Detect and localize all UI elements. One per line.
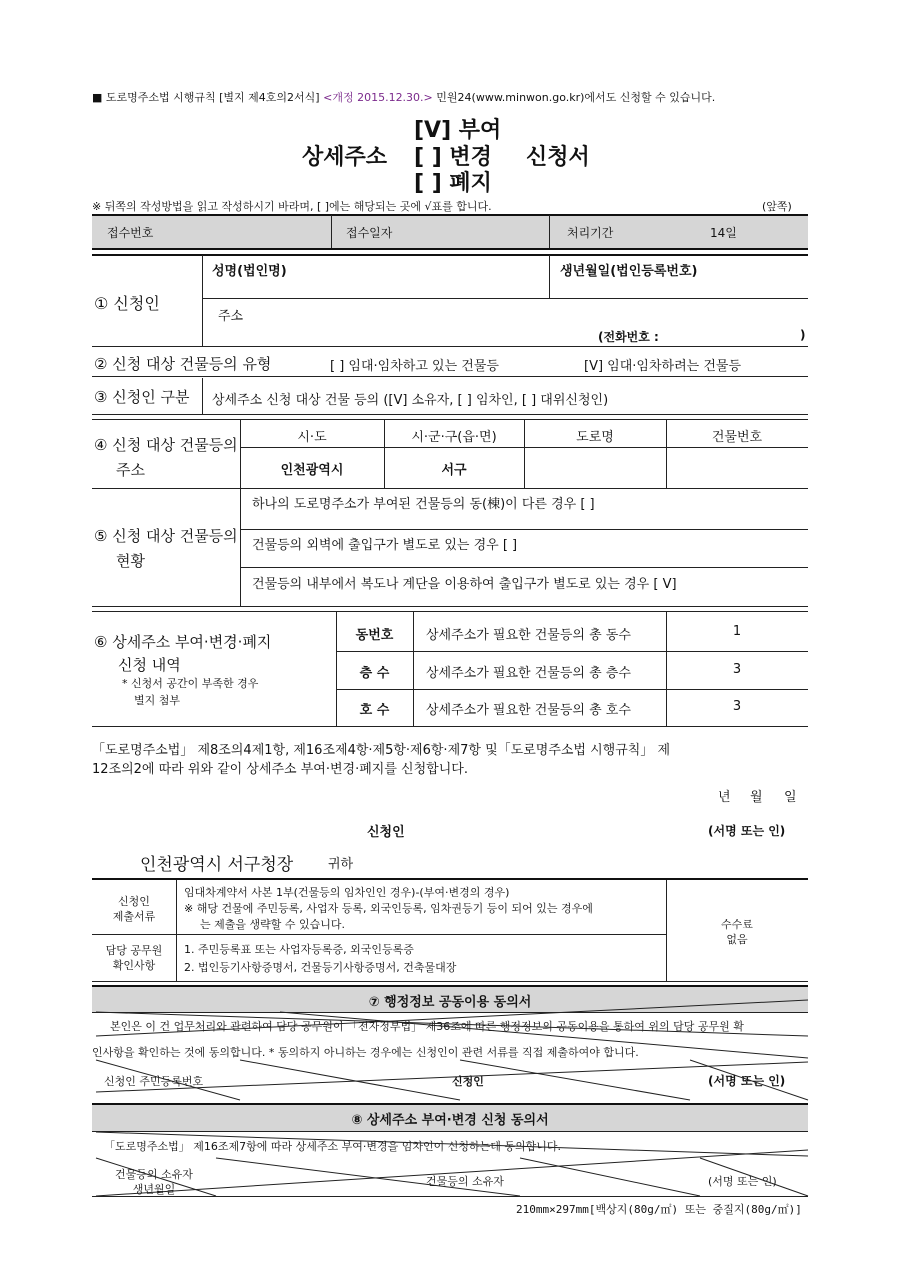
official-check-label-line2: 확인사항	[112, 959, 156, 972]
declaration-signature: (서명 또는 인)	[708, 824, 786, 838]
status-section-label-line2: 현황	[116, 552, 145, 570]
applicant-birth-label: 생년월일(법인등록번호)	[560, 264, 698, 279]
details-row-dong-value: 1	[732, 624, 742, 639]
consent8-owner-birth-label-line1: 건물등의 소유자	[115, 1168, 193, 1181]
strike-line	[240, 1060, 460, 1100]
details-row-floor-desc: 상세주소가 필요한 건물등의 총 층수	[426, 666, 631, 681]
receipt-date-label: 접수일자	[346, 226, 393, 240]
consent7-line1: 본인은 이 건 업무처리와 관련하여 담당 공무원이 「전자정부법」 제36조에 따른 행정정보의 공동이용을 통하여 위의 담당 공무원 확	[110, 1020, 744, 1033]
instruction-text: ※ 뒤쪽의 작성방법을 읽고 작성하시기 바라며, [ ]에는 해당되는 곳에 √표를 합니다.	[92, 200, 492, 213]
address-section-label-line1: ④ 신청 대상 건물등의	[94, 436, 238, 454]
consent7-line2: 인사항을 확인하는 것에 동의합니다. * 동의하지 아니하는 경우에는 신청인이 관련 서류를 직접 제출하여야 합니다.	[92, 1046, 639, 1059]
declaration-applicant-label: 신청인	[367, 825, 405, 840]
address-header-building-number: 건물번호	[711, 430, 763, 445]
fee-value: 없음	[726, 933, 748, 946]
address-section-label-line2: 주소	[116, 461, 145, 479]
address-value-district: 서구	[441, 463, 467, 478]
consent8-owner-birth-label-line2: 생년월일	[132, 1183, 176, 1196]
applicant-phone-label: (전화번호 :	[598, 330, 659, 344]
applicant-address-label: 주소	[218, 309, 244, 324]
applicant-category-section-label: ③ 신청인 구분	[94, 388, 190, 406]
recipient-office: 인천광역시 서구청장	[140, 855, 294, 875]
details-section-label-line1: ⑥ 상세주소 부여·변경·폐지	[94, 633, 272, 651]
applicant-phone-close: )	[800, 328, 806, 342]
date-year-label: 년	[718, 790, 731, 805]
official-check-line2: 2. 법인등기사항증명서, 건물등기사항증명서, 건축물대장	[184, 961, 457, 974]
online-notice: 민원24(www.minwon.go.kr)에서도 신청할 수 있습니다.	[436, 91, 716, 104]
submit-docs-label-line1: 신청인	[118, 895, 150, 908]
consent8-line1: 「도로명주소법」 제16조제7항에 따라 상세주소 부여·변경을 임차인이 신청하는데 동의합니다.	[104, 1140, 561, 1153]
details-row-dong-desc: 상세주소가 필요한 건물등의 총 동수	[426, 628, 631, 643]
details-row-floor-label: 층 수	[359, 666, 390, 681]
title-suffix: 신청서	[526, 145, 590, 170]
applicant-category-options: 상세주소 신청 대상 건물 등의 ([V] 소유자, [ ] 임차인, [ ] 대위신청인)	[212, 393, 609, 408]
receipt-number-label: 접수번호	[107, 226, 154, 240]
consent8-owner-label: 건물등의 소유자	[426, 1175, 504, 1188]
submit-docs-line2: ※ 해당 건물에 주민등록, 사업자 등록, 외국인등록, 임차권등기 등이 되어 있는 경우에	[184, 902, 593, 915]
revision-note: <개정 2015.12.30.>	[323, 91, 433, 104]
details-note-line2: 별지 첨부	[134, 694, 181, 707]
consent7-resident-number-label: 신청인 주민등록번호	[104, 1075, 204, 1088]
recipient-honorific: 귀하	[328, 857, 354, 872]
declaration-line2: 12조의2에 따라 위와 같이 상세주소 부여·변경·폐지를 신청합니다.	[92, 762, 468, 777]
declaration-line1: 「도로명주소법」 제8조의4제1항, 제16조제4항·제5항·제6항·제7항 및「도로명주소법 시행규칙」 제	[92, 743, 671, 758]
processing-period-value: 14일	[710, 226, 737, 240]
strike-line	[96, 1060, 240, 1100]
page-side: (앞쪽)	[762, 200, 792, 213]
paper-spec: 210mm×297mm[백상지(80g/㎡) 또는 중질지(80g/㎡)]	[516, 1203, 802, 1216]
title-main: 상세주소	[302, 145, 388, 170]
address-header-province: 시·도	[297, 430, 327, 445]
submit-docs-line1: 임대차계약서 사본 1부(건물등의 임차인인 경우)-(부여·변경의 경우)	[184, 886, 510, 899]
strike-line	[700, 1158, 808, 1196]
title-option-grant: [V] 부여	[414, 118, 502, 143]
status-section-label-line1: ⑤ 신청 대상 건물등의	[94, 527, 238, 545]
consent8-title: ⑧ 상세주소 부여·변경 신청 동의서	[351, 1113, 549, 1128]
details-row-dong-label: 동번호	[355, 628, 394, 643]
consent7-title: ⑦ 행정정보 공동이용 동의서	[368, 995, 532, 1010]
status-row-interior-entrance: 건물등의 내부에서 복도나 계단을 이용하여 출입구가 별도로 있는 경우 [ V]	[252, 577, 677, 592]
status-row-different-dong: 하나의 도로명주소가 부여된 건물등의 동(棟)이 다른 경우 [ ]	[252, 497, 595, 512]
status-row-exterior-entrance: 건물등의 외벽에 출입구가 별도로 있는 경우 [ ]	[252, 538, 518, 553]
details-row-unit-value: 3	[732, 699, 742, 714]
date-day-label: 일	[784, 790, 797, 805]
legal-basis: ■ 도로명주소법 시행규칙 [별지 제4호의2서식]	[92, 91, 320, 104]
processing-period-label: 처리기간	[567, 226, 614, 240]
details-note-line1: * 신청서 공간이 부족한 경우	[122, 677, 259, 690]
address-header-district: 시·군·구(읍·면)	[411, 430, 497, 445]
details-row-floor-value: 3	[732, 662, 742, 677]
strike-line	[96, 1062, 808, 1092]
strike-line	[96, 1158, 216, 1196]
strike-line	[96, 1150, 808, 1196]
strike-line	[280, 1012, 808, 1058]
consent7-applicant-label: 신청인	[452, 1075, 484, 1088]
strike-line	[96, 1000, 808, 1036]
address-header-road-name: 도로명	[576, 430, 614, 445]
details-row-unit-label: 호 수	[359, 703, 390, 718]
applicant-name-label: 성명(법인명)	[212, 264, 287, 279]
strike-line	[96, 1012, 808, 1036]
title-option-change: [ ] 변경	[414, 145, 492, 170]
details-row-unit-desc: 상세주소가 필요한 건물등의 총 호수	[426, 703, 631, 718]
consent7-signature: (서명 또는 인)	[708, 1074, 786, 1088]
strike-line	[520, 1158, 700, 1196]
fee-label: 수수료	[721, 918, 753, 931]
consent8-signature: (서명 또는 인)	[708, 1175, 777, 1188]
building-type-section-label: ② 신청 대상 건물등의 유형	[94, 355, 272, 373]
submit-docs-line3: 는 제출을 생략할 수 있습니다.	[200, 918, 345, 931]
building-type-option-leased: [ ] 임대·임차하고 있는 건물등	[330, 359, 499, 374]
strike-line	[96, 1132, 808, 1156]
title-option-abolish: [ ] 폐지	[414, 171, 492, 196]
building-type-option-to-lease: [V] 임대·임차하려는 건물등	[584, 359, 742, 374]
submit-docs-label-line2: 제출서류	[112, 910, 156, 923]
official-check-line1: 1. 주민등록표 또는 사업자등록증, 외국인등록증	[184, 943, 414, 956]
date-month-label: 월	[750, 790, 763, 805]
strike-line	[460, 1060, 690, 1100]
official-check-label-line1: 담당 공무원	[105, 944, 163, 957]
applicant-section-label: ① 신청인	[94, 294, 160, 313]
strike-line	[216, 1158, 520, 1196]
details-section-label-line2: 신청 내역	[118, 656, 181, 674]
address-value-province: 인천광역시	[280, 463, 344, 478]
